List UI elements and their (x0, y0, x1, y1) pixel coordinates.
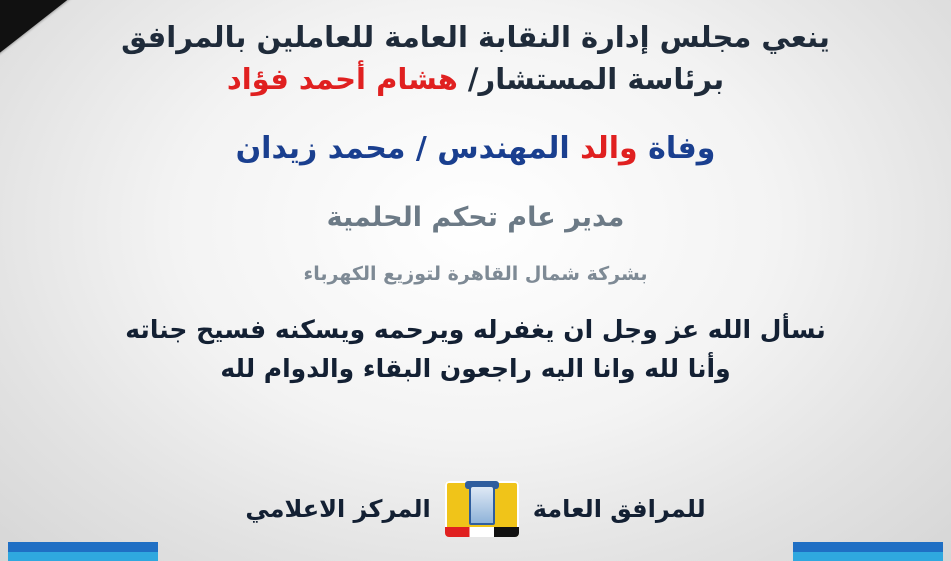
deceased-father-word: والد (580, 130, 638, 166)
engineer-name: محمد زيدان (235, 130, 406, 166)
chairman-name: هشام أحمد فؤاد (226, 62, 458, 97)
footer-bar-left-cyan (8, 552, 158, 561)
poster-footer (0, 475, 951, 561)
footer-bar-right-cyan (793, 552, 943, 561)
company-name: بشركة شمال القاهرة لتوزيع الكهرباء (303, 262, 648, 285)
flag-stripe (445, 527, 519, 537)
announcement-line-3 (0, 129, 951, 169)
engineer-title: المهندس / (415, 130, 570, 166)
announcement-line-2 (0, 60, 951, 98)
deceased-relation-word: وفاة (648, 130, 716, 166)
chairman-prefix: برئاسة المستشار/ (457, 62, 725, 97)
footer-text-right: للمرافق العامة (532, 495, 706, 523)
lantern-body (469, 485, 495, 525)
footer-text-left: المركز الاعلامي (245, 495, 431, 523)
lantern-logo-icon (445, 481, 519, 537)
footer-credit (0, 481, 951, 537)
footer-bar-left-blue (8, 542, 158, 552)
prayer-line-2: وأنا لله وانا اليه راجعون البقاء والدوام لله (220, 353, 731, 383)
announcement-line-1: ينعي مجلس إدارة النقابة العامة للعاملين بالمرافق (121, 20, 830, 54)
job-title: مدير عام تحكم الحلمية (326, 202, 625, 234)
prayer-line-1: نسأل الله عز وجل ان يغفرله ويرحمه ويسكنه فسيح جناته (125, 314, 826, 344)
footer-bar-right-blue (793, 542, 943, 552)
